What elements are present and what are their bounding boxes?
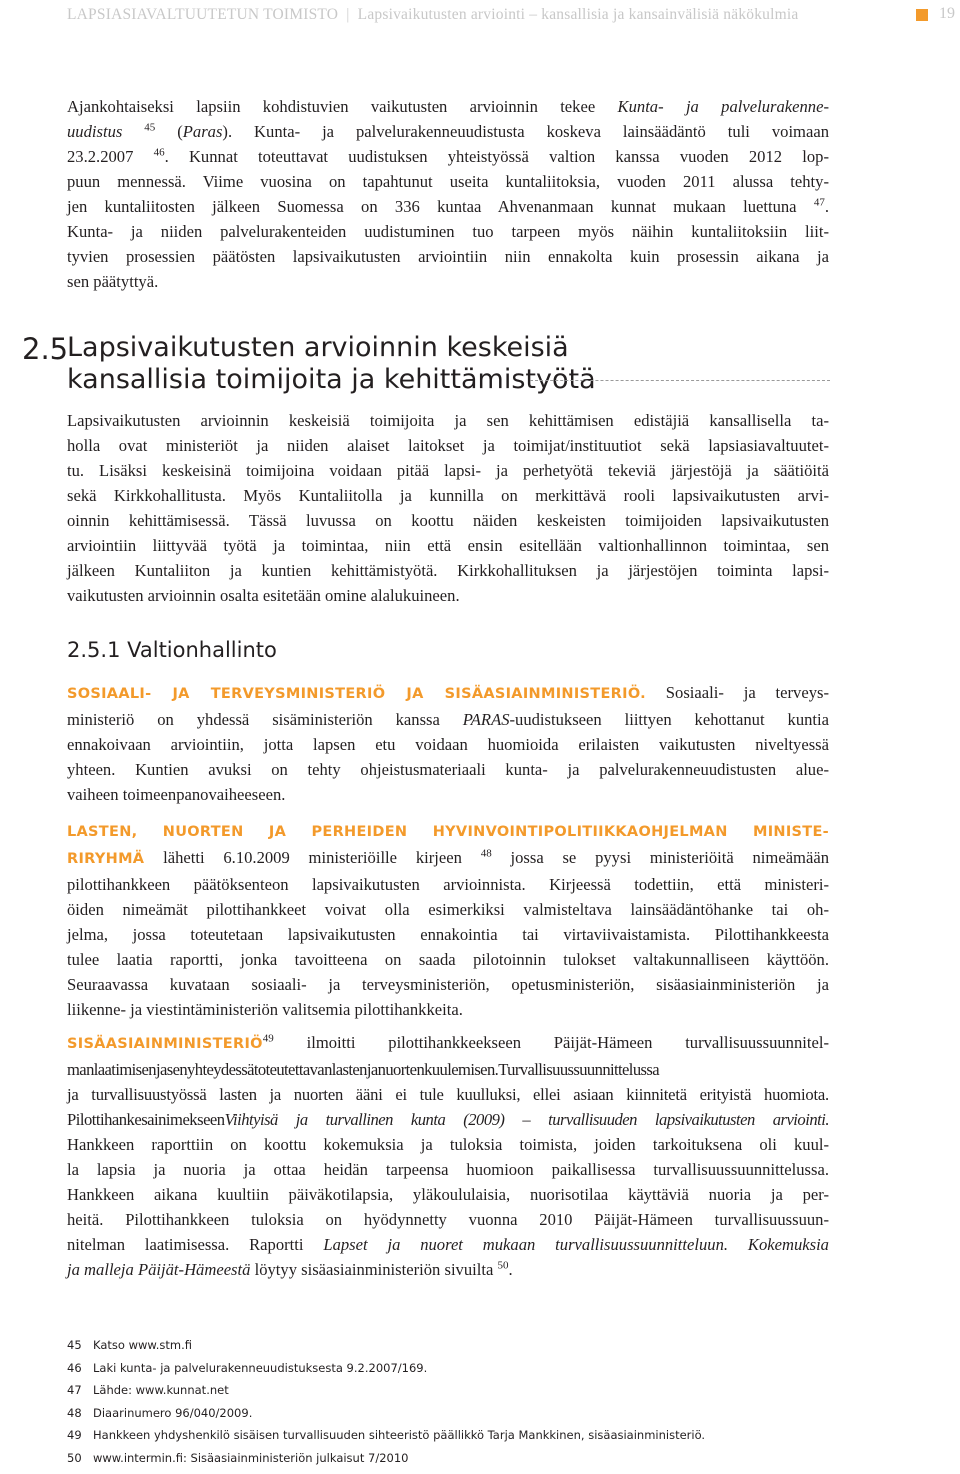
footnote xyxy=(67,1383,847,1406)
sm-label: SISÄASIAINMINISTERIÖ xyxy=(67,1036,263,1052)
sm-line xyxy=(67,1257,829,1282)
subsection-heading xyxy=(67,638,277,662)
sm-footnote-ref: 50 xyxy=(497,1259,509,1272)
subsection-number: 2.5.1 xyxy=(67,638,121,662)
footnote xyxy=(67,1361,847,1384)
header-publisher: LAPSIASIAVALTUUTETUN TOIMISTO xyxy=(67,6,339,23)
sm-line-text: ilmoitti pilottihankkeekseen Päijät-Hämeen turvallisuussuunnitel- xyxy=(306,1033,829,1052)
lnp-line: liikenne- ja viestintäministeriön valitsemia pilottihankkeita. xyxy=(67,1000,463,1019)
stm-line-text: Sosiaali- ja terveys- xyxy=(665,683,829,702)
footnote-text: Hankkeen yhdyshenkilö sisäisen turvallisuuden sihteeristö päällikkö Tarja Mankkinen, sisäasiainministeriö. xyxy=(93,1428,706,1443)
footnotes xyxy=(67,1338,847,1474)
sm-italic: Viihtyisä ja turvallinen kunta (2009) – turvallisuuden lapsivaikutusten arviointi. xyxy=(224,1110,829,1129)
stm-line-text: ministeriö on yhdessä sisäministeriön kanssa xyxy=(67,710,440,729)
intro-line: sen päätyttyä. xyxy=(67,272,159,291)
sm-line: Hankkeen aikana kuultiin päiväkotilapsia, yläkoululaisia, nuorisotilaa käyttäviä nuoria ja per- xyxy=(67,1185,829,1204)
stm-line: ennakoivaan arviointiin, jotta lapsen etu voidaan huomioida erilaisten vaikutusten niveltyessä xyxy=(67,735,829,754)
stm-label: SOSIAALI- JA TERVEYSMINISTERIÖ JA SISÄASIAINMINISTERIÖ. xyxy=(67,686,646,702)
intro-line: Kunta- ja niiden palvelurakenteiden uudistuminen tuo tarpeen myös näihin kuntaliitoksiin liit- xyxy=(67,222,829,241)
sm-line: heitä. Pilottihankkeen tuloksia on hyödynnetty vuonna 2010 Päijät-Hämeen turvallisuussuun- xyxy=(67,1210,829,1229)
sm-line-text: löytyy sisäasiainministeriön sivuilta xyxy=(254,1260,494,1279)
footnote-text: Laki kunta- ja palvelurakenneuudistuksesta 9.2.2007/169. xyxy=(93,1360,428,1375)
sm-line-text: . xyxy=(508,1260,513,1279)
section-line: jälkeen Kuntaliiton ja kuntien kehittämistyötä. Kirkkohallituksen ja järjestöjen toiminta lapsi- xyxy=(67,561,829,580)
lnp-label: LASTEN, NUORTEN JA PERHEIDEN HYVINVOINTIPOLITIIKKAOHJELMAN MINISTE- xyxy=(67,824,829,840)
section-line: sekä Kirkkohallitusta. Myös Kuntaliitolla ja kunnilla on merkittävä rooli lapsivaikutusten arvi- xyxy=(67,486,829,505)
intro-paragraph xyxy=(67,94,829,294)
page-number: 19 xyxy=(939,5,955,22)
lnp-line xyxy=(67,818,829,845)
footnote-number: 48 xyxy=(67,1405,82,1420)
intro-line: Ajankohtaiseksi lapsiin kohdistuvien vaikutusten arvioinnin tekee Kunta- ja palvelurakenne- xyxy=(67,97,829,116)
section-number: 2.5 xyxy=(22,332,69,366)
stm-line: yhteen. Kuntien avuksi on tehty ohjeistusmateriaali kunta- ja palvelurakenneuudistusten alue- xyxy=(67,760,829,779)
sm-line: manlaatimisenjasenyhteydessätoteutettavanlastenjanuortenkuulemisen.Turvallisuussuunnittelussa xyxy=(67,1060,659,1079)
stm-italic: PARAS xyxy=(462,710,510,729)
footnote xyxy=(67,1428,847,1451)
intro-line: puun mennessä. Viime vuosina on tapahtunut useita kuntaliitoksia, vuoden 2011 alussa tehty- xyxy=(67,172,829,191)
section-line: Lapsivaikutusten arvioinnin keskeisiä toimijoita ja sen kehittämisen edistäjiä kansallisella ta- xyxy=(67,411,829,430)
footnote-number: 47 xyxy=(67,1383,82,1398)
section-line: arviointiin liittyvää työtä ja toimintaa, niin että ensin esitellään valtionhallinnon toimintaa, sen xyxy=(67,536,829,555)
sm-line xyxy=(67,1232,829,1257)
heading-divider xyxy=(530,380,830,381)
page-header xyxy=(0,0,960,34)
running-header xyxy=(67,6,799,24)
footnote-text: www.intermin.fi: Sisäasiainministeriön julkaisut 7/2010 xyxy=(93,1450,409,1465)
footnote-number: 45 xyxy=(67,1338,82,1352)
intro-line: jen kuntaliitosten jälkeen Suomessa on 336 kuntaa Ahvenanmaan kunnat mukaan luettuna $^{47}$. xyxy=(67,196,829,216)
sm-italic: ja malleja Päijät-Hämeestä xyxy=(67,1260,251,1279)
footnote-number: 49 xyxy=(67,1428,82,1443)
section-line: oinnin kehittämisessä. Tässä luvussa on koottu näiden keskeisten toimijoiden lapsivaikutusten xyxy=(67,511,829,530)
sm-line xyxy=(67,1030,829,1057)
header-title: Lapsivaikutusten arviointi – kansallisia ja kansainvälisiä näkökulmia xyxy=(357,6,799,23)
sm-italic: Lapset ja nuoret mukaan turvallisuussuunnitteluun. Kokemuksia xyxy=(323,1235,829,1254)
header-separator: | xyxy=(346,6,350,23)
stm-line xyxy=(67,680,829,707)
stm-line xyxy=(67,707,829,732)
sm-line-text: nitelman laatimisessa. Raportti xyxy=(67,1235,304,1254)
sm-line xyxy=(67,1107,829,1132)
stm-line-text: -uudistukseen liittyen kehottanut kuntia xyxy=(509,710,829,729)
sm-paragraph xyxy=(67,1030,829,1282)
footnote xyxy=(67,1406,847,1429)
lnp-line: RIRYHMÄ lähetti 6.10.2009 ministeriöille kirjeen $^{48}$ jossa se pyysi ministeriöitä nimeämään xyxy=(67,847,829,867)
intro-line: tyvien prosessien päätösten lapsivaikutusten arviointiin niin ennakolta kuin prosessin aikana ja xyxy=(67,247,829,266)
subsection-title: Valtionhallinto xyxy=(127,638,277,662)
footnote-text: Katso www.stm.fi xyxy=(93,1338,192,1352)
lnp-line: tulee laatia raportti, jonka tavoitteena on saada pilotoinnin tulokset valtakunnalliseen käyttöön. xyxy=(67,950,829,969)
intro-line: 23.2.2007 $^{46}$. Kunnat toteuttavat uudistuksen yhteistyössä valtion kanssa vuoden 2012 lop- xyxy=(67,146,829,166)
section-title-line: kansallisia toimijoita ja kehittämistyötä xyxy=(67,364,596,395)
sm-line: Hankkeen raporttiin on koottu kokemuksia ja tuloksia toimista, joiden tarkoituksena oli kuul- xyxy=(67,1135,829,1154)
lnp-label: RIRYHMÄ xyxy=(67,851,145,867)
stm-paragraph xyxy=(67,680,829,807)
footnote xyxy=(67,1451,847,1474)
intro-line: uudistus $^{45}$ (Paras). Kunta- ja palvelurakenneuudistusta koskeva lainsäädäntö tuli voimaan xyxy=(67,121,829,141)
sm-line: ja turvallisuustyössä lasten ja nuorten ääni ei tule kuulluksi, ellei asiaan kiinnitetä erityistä huomiota. xyxy=(67,1085,829,1104)
footnote-number: 50 xyxy=(67,1450,82,1465)
stm-line: vaiheen toimeenpanovaiheeseen. xyxy=(67,785,286,804)
sm-footnote-ref: 49 xyxy=(262,1032,274,1045)
accent-square-icon xyxy=(916,9,928,21)
lnp-line: jelma, jossa toteutetaan lapsivaikutusten ennakointia tai virtaviivaistamista. Pilottihankkeesta xyxy=(67,925,829,944)
section-line: vaikutusten arvioinnin osalta esitetään omine alalukuineen. xyxy=(67,586,460,605)
footnote-text: Diaarinumero 96/040/2009. xyxy=(93,1405,253,1420)
footnote-text: Lähde: www.kunnat.net xyxy=(93,1383,229,1398)
sm-line: la lapsia ja nuoria ja ottaa heidän tarpeensa huomioon paikallisessa turvallisuussuunnittelussa. xyxy=(67,1160,829,1179)
sm-line-text: Pilottihankesainimekseen xyxy=(67,1110,225,1129)
lnp-line: Seuraavassa kuvataan sosiaali- ja terveysministeriön, opetusministeriön, sisäasiainministeriön ja xyxy=(67,975,829,994)
footnote xyxy=(67,1338,847,1361)
lnp-line: pilottihankkeen päätöksenteon lapsivaikutusten arvioinnista. Kirjeessä todettiin, että ministeri- xyxy=(67,875,829,894)
section-title-line: Lapsivaikutusten arvioinnin keskeisiä xyxy=(67,332,569,363)
lnp-paragraph xyxy=(67,818,829,1022)
section-line: tu. Lisäksi keskeisinä toimijoina voidaan pitää lapsi- ja perhetyötä tekeviä järjestöjä ja säätiöitä xyxy=(67,461,829,480)
footnote-number: 46 xyxy=(67,1360,82,1375)
section-title xyxy=(67,332,596,396)
section-paragraph xyxy=(67,408,829,608)
section-line: holla ovat ministeriöt ja niiden alaiset laitokset ja toimijat/instituutiot sekä lapsiasiavaltuutet- xyxy=(67,436,829,455)
lnp-line: öiden nimeämät pilottihankkeet voivat olla esimerkiksi valmisteltava lainsäädäntöhanke tai oh- xyxy=(67,900,829,919)
